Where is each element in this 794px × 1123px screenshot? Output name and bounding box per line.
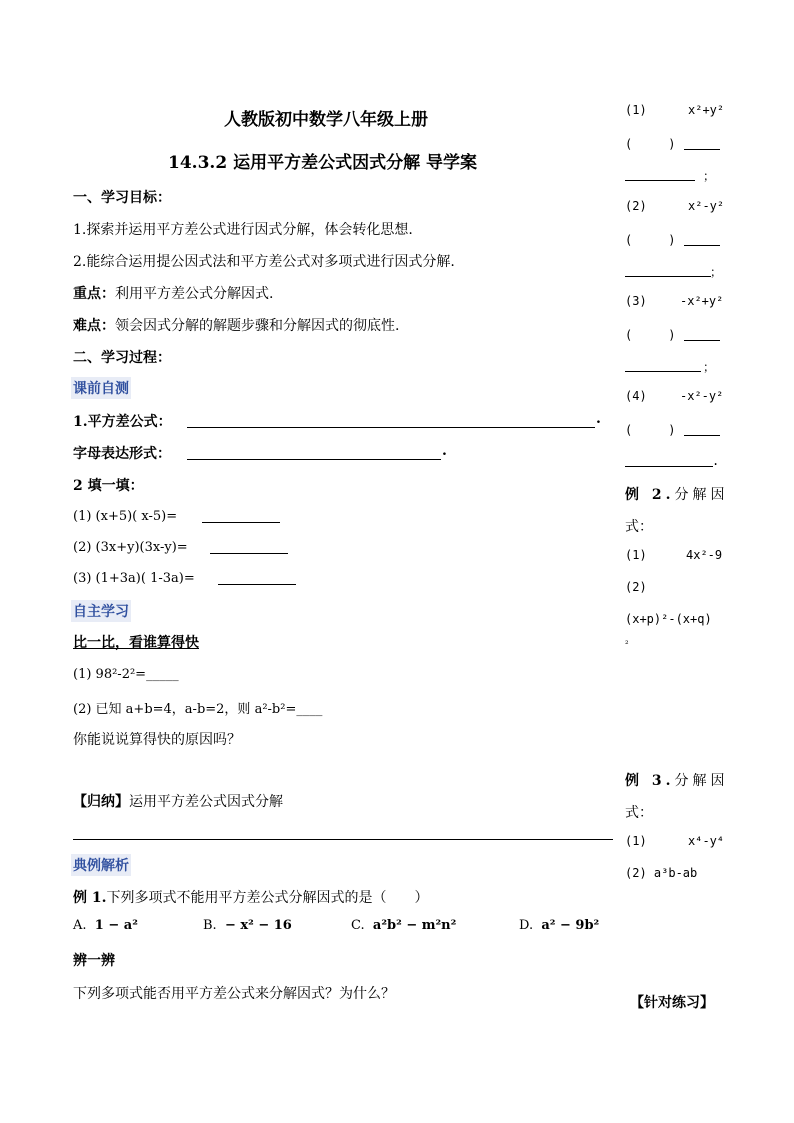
example-3-q1-num: (1)	[625, 834, 647, 848]
side-item-2-blank-a	[684, 245, 720, 246]
side-item-3-paren: ( )	[625, 328, 676, 342]
summary-bracket: 【归纳】	[73, 794, 129, 810]
side-item-2-expr: x²-y²	[688, 199, 725, 213]
side-item-3-blank-b	[625, 371, 701, 372]
pretest-item-1: (1) (x+5)( x-5)=	[73, 509, 178, 524]
side-item-2-num: (2)	[625, 199, 647, 213]
distinguish-title: 辨一辨	[73, 953, 115, 969]
example-3-label: 例 3.	[625, 773, 675, 789]
pretest-q1-blank	[187, 427, 595, 428]
pretest-q1b-end: .	[442, 443, 447, 459]
pretest-q1b-label: 字母表达形式：	[73, 446, 171, 462]
example-3-q2: (2) a³b-ab	[625, 866, 698, 880]
compare-question: 你能说说算得快的原因吗？	[73, 732, 241, 748]
example-1-label: 例 1.	[73, 890, 107, 906]
pretest-item-3-blank	[218, 584, 296, 585]
pretest-q2-label: 2 填一填：	[73, 478, 144, 494]
example-3-q1-expr: x⁴-y⁴	[688, 834, 725, 848]
process-heading: 二、学习过程：	[73, 350, 171, 366]
example-1-text: 下列多项式不能用平方差公式分解因式的是（ ）	[106, 890, 429, 906]
side-item-4-paren: ( )	[625, 423, 676, 437]
example-3-text: 分解因	[674, 773, 729, 789]
option-a-letter: A.	[73, 918, 87, 933]
side-item-1-paren: ( )	[625, 137, 676, 151]
option-c-expr: a²b² − m²n²	[372, 918, 457, 933]
side-item-4-blank-a	[684, 435, 720, 436]
side-item-3-end: ；	[703, 360, 716, 374]
pretest-item-3: (3) (1+3a)( 1-3a)=	[73, 571, 195, 586]
option-d	[519, 918, 599, 933]
objective-2: 2.能综合运用提公因式法和平方差公式对多项式进行因式分解.	[73, 254, 455, 270]
option-b-expr: − x² − 16	[224, 918, 292, 933]
pretest-item-2: (2) (3x+y)(3x-y)=	[73, 540, 188, 555]
side-item-1-blank-b	[625, 180, 695, 181]
example-2	[625, 484, 729, 504]
summary	[73, 791, 283, 811]
side-item-4-blank-b	[625, 466, 713, 467]
example-2-q1-num: (1)	[625, 548, 647, 562]
example-2-q2-num: (2)	[625, 580, 647, 594]
option-a-expr: 1 − a²	[94, 918, 138, 933]
objectives-heading: 一、学习目标：	[73, 190, 171, 206]
pretest-q1-label: 1.平方差公式：	[73, 414, 172, 430]
option-d-letter: D.	[519, 918, 534, 933]
difficulty-text: 领会因式分解的解题步骤和分解因式的彻底性.	[115, 318, 400, 334]
practice-heading: 【针对练习】	[630, 995, 714, 1011]
compare-item-1: (1) 98²-2²=_____	[73, 667, 179, 682]
example-3	[625, 770, 729, 790]
side-item-1-blank-a	[684, 149, 720, 150]
compare-item-2: (2) 已知 a+b=4，a-b=2，则 a²-b²=____	[73, 702, 323, 717]
side-item-1-expr: x²+y²	[688, 103, 725, 117]
option-c	[351, 918, 456, 933]
example-2-label: 例 2.	[625, 487, 675, 503]
side-item-2-end: ；	[710, 265, 723, 279]
side-item-3-expr: -x²+y²	[680, 294, 724, 308]
example-2-text-cont: 式：	[625, 519, 653, 535]
side-item-3-num: (3)	[625, 294, 647, 308]
side-item-1-num: (1)	[625, 103, 647, 117]
side-item-1-end: ；	[703, 169, 716, 183]
difficulty-label: 难点：	[73, 318, 115, 334]
option-d-expr: a² − 9b²	[541, 918, 600, 933]
example-1	[73, 887, 429, 907]
selfstudy-tag: 自主学习	[71, 600, 131, 622]
option-c-letter: C.	[351, 918, 365, 933]
summary-text: 运用平方差公式因式分解	[129, 794, 283, 810]
option-b-letter: B.	[203, 918, 217, 933]
difficulty-point	[73, 315, 399, 335]
pretest-tag: 课前自测	[71, 377, 131, 399]
compare-title: 比一比，看谁算得快	[73, 635, 199, 651]
pretest-item-1-blank	[202, 522, 280, 523]
example-2-q2-tail: ²	[625, 640, 629, 650]
side-item-4-expr: -x²-y²	[680, 389, 724, 403]
pretest-q1b-blank	[187, 459, 441, 460]
example-3-text-cont: 式：	[625, 805, 653, 821]
objective-1: 1.探索并运用平方差公式进行因式分解，体会转化思想.	[73, 222, 413, 238]
pretest-q1-end: .	[596, 411, 601, 427]
side-item-4-end: .	[712, 454, 720, 468]
option-a	[73, 918, 138, 933]
example-2-q1-expr: 4x²-9	[686, 548, 723, 562]
example-2-q2-expr: (x+p)²-(x+q)	[625, 612, 712, 626]
page-title: 人教版初中数学八年级上册	[224, 110, 428, 130]
examples-tag: 典例解析	[71, 854, 131, 876]
pretest-item-2-blank	[210, 553, 288, 554]
key-text: 利用平方差公式分解因式.	[115, 286, 274, 302]
option-b	[203, 918, 292, 933]
distinguish-text: 下列多项式能否用平方差公式来分解因式？为什么？	[73, 986, 395, 1002]
summary-blank	[73, 839, 613, 840]
key-point	[73, 283, 273, 303]
example-2-text: 分解因	[674, 487, 729, 503]
side-item-2-paren: ( )	[625, 233, 676, 247]
side-item-4-num: (4)	[625, 389, 647, 403]
page-subtitle: 14.3.2 运用平方差公式因式分解 导学案	[168, 153, 477, 173]
side-item-3-blank-a	[684, 340, 720, 341]
key-label: 重点：	[73, 286, 115, 302]
side-item-2-blank-b	[625, 276, 711, 277]
